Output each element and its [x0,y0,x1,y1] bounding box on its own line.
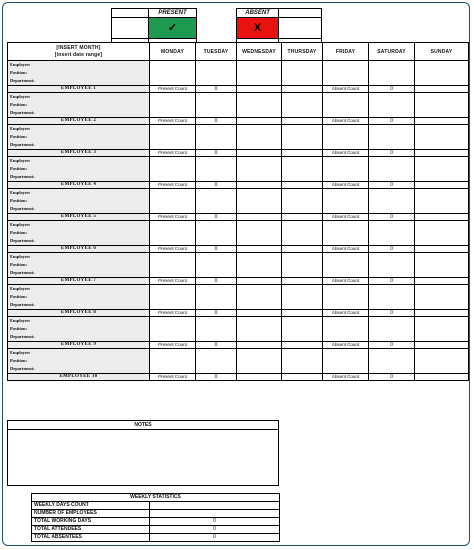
employee-row [8,125,469,150]
attendance-cell[interactable] [415,253,469,278]
absent-count-value: 0 [369,150,415,157]
info-label-employee: Employee: [10,62,31,67]
info-label-department: Department: [10,238,35,243]
present-count-label: Present Count [150,342,196,349]
employee-row [8,349,469,374]
absent-count-label: Absent Count [323,342,369,349]
employee-row [8,317,469,342]
present-count-value: 0 [196,182,237,189]
attendance-cell[interactable] [150,221,196,246]
employee-info[interactable] [8,285,150,310]
absent-count-value: 0 [369,374,415,381]
attendance-cell[interactable] [415,189,469,214]
info-label-department: Department: [10,174,35,179]
present-count-value: 0 [196,86,237,93]
attendance-cell[interactable] [237,189,282,214]
attendance-cell[interactable] [415,157,469,182]
employee-info[interactable] [8,157,150,182]
absent-count-value: 0 [369,214,415,221]
attendance-cell[interactable] [282,125,323,150]
employee-row [8,61,469,86]
attendance-cell[interactable] [369,285,415,310]
attendance-cell[interactable] [415,317,469,342]
employee-count-row [8,214,469,221]
info-label-employee: Employee: [10,94,31,99]
absent-count-value: 0 [369,278,415,285]
info-label-department: Department: [10,366,35,371]
attendance-cell[interactable] [323,125,369,150]
day-header: THURSDAY [282,43,323,61]
attendance-cell[interactable] [323,157,369,182]
attendance-cell[interactable] [150,189,196,214]
info-label-employee: Employee: [10,126,31,131]
attendance-cell[interactable] [237,93,282,118]
stats-label: NUMBER OF EMPLOYEES [32,510,150,518]
stats-value: 0 [150,534,280,542]
attendance-cell[interactable] [196,349,237,374]
day-header: SUNDAY [415,43,469,61]
attendance-cell[interactable] [369,221,415,246]
employee-count-row [8,278,469,285]
attendance-cell[interactable] [282,285,323,310]
present-count-label: Present Count [150,246,196,253]
info-label-position: Position: [10,198,28,203]
employee-name: EMPLOYEE 9 [8,342,150,349]
attendance-cell[interactable] [369,253,415,278]
present-count-label: Present Count [150,150,196,157]
present-count-value: 0 [196,310,237,317]
attendance-cell[interactable] [415,221,469,246]
present-count-value: 0 [196,246,237,253]
attendance-cell[interactable] [323,317,369,342]
stats-label: WEEKLY DAYS COUNT [32,502,150,510]
attendance-cell[interactable] [196,317,237,342]
stats-value[interactable] [150,502,280,510]
absent-count-value: 0 [369,342,415,349]
info-label-employee: Employee: [10,350,31,355]
absent-count-value: 0 [369,86,415,93]
day-header: TUESDAY [196,43,237,61]
day-header: WEDNESDAY [237,43,282,61]
employee-name: EMPLOYEE 2 [8,118,150,125]
attendance-cell[interactable] [369,61,415,86]
attendance-cell[interactable] [323,221,369,246]
employee-name: EMPLOYEE 5 [8,214,150,221]
attendance-cell[interactable] [369,317,415,342]
attendance-cell[interactable] [323,93,369,118]
attendance-cell[interactable] [150,349,196,374]
info-label-position: Position: [10,230,28,235]
absent-x-icon: X [237,18,279,39]
employee-row [8,189,469,214]
attendance-cell[interactable] [196,253,237,278]
present-count-value: 0 [196,278,237,285]
employee-info[interactable] [8,61,150,86]
attendance-cell[interactable] [196,221,237,246]
attendance-cell[interactable] [196,157,237,182]
employee-count-row [8,310,469,317]
stats-title: WEEKLY STATISTICS [32,494,280,502]
attendance-cell[interactable] [196,61,237,86]
info-label-department: Department: [10,334,35,339]
absent-count-value: 0 [369,310,415,317]
info-label-employee: Employee: [10,190,31,195]
attendance-cell[interactable] [282,157,323,182]
absent-count-label: Absent Count [323,374,369,381]
day-header: MONDAY [150,43,196,61]
employee-row [8,221,469,246]
attendance-cell[interactable] [369,125,415,150]
present-count-label: Present Count [150,182,196,189]
info-label-position: Position: [10,166,28,171]
employee-name: EMPLOYEE 1 [8,86,150,93]
attendance-cell[interactable] [369,157,415,182]
attendance-cell[interactable] [237,349,282,374]
employee-row [8,253,469,278]
present-count-value: 0 [196,150,237,157]
attendance-cell[interactable] [150,93,196,118]
attendance-cell[interactable] [196,125,237,150]
present-count-value: 0 [196,118,237,125]
employee-count-row [8,182,469,189]
attendance-cell[interactable] [323,285,369,310]
employee-info[interactable] [8,125,150,150]
absent-label: ABSENT [237,9,279,18]
info-label-employee: Employee: [10,222,31,227]
employee-count-row [8,150,469,157]
present-count-value: 0 [196,214,237,221]
present-count-label: Present Count [150,118,196,125]
employee-name: EMPLOYEE 10 [8,374,150,381]
info-label-department: Department: [10,110,35,115]
attendance-cell[interactable] [323,253,369,278]
attendance-cell[interactable] [369,189,415,214]
absent-count-label: Absent Count [323,278,369,285]
date-range-label: [insert date range] [54,51,103,58]
info-label-position: Position: [10,134,28,139]
info-label-employee: Employee: [10,158,31,163]
absent-count-value: 0 [369,182,415,189]
info-label-position: Position: [10,70,28,75]
present-count-value: 0 [196,342,237,349]
absent-count-label: Absent Count [323,150,369,157]
info-label-department: Department: [10,142,35,147]
attendance-cell[interactable] [196,93,237,118]
attendance-cell[interactable] [282,349,323,374]
info-label-position: Position: [10,102,28,107]
employee-info[interactable] [8,349,150,374]
stats-label: TOTAL WORKING DAYS [32,518,150,526]
attendance-cell[interactable] [237,157,282,182]
attendance-cell[interactable] [282,253,323,278]
attendance-cell[interactable] [237,221,282,246]
attendance-cell[interactable] [369,93,415,118]
employee-name: EMPLOYEE 8 [8,310,150,317]
stats-value: 0 [150,526,280,534]
absent-count-label: Absent Count [323,118,369,125]
employee-info[interactable] [8,189,150,214]
attendance-cell[interactable] [237,317,282,342]
attendance-cell[interactable] [323,61,369,86]
present-count-value: 0 [196,374,237,381]
present-count-label: Present Count [150,374,196,381]
notes-title: NOTES [8,421,278,430]
employee-count-row [8,374,469,381]
attendance-cell[interactable] [237,125,282,150]
attendance-cell[interactable] [150,285,196,310]
attendance-cell[interactable] [150,253,196,278]
attendance-cell[interactable] [282,317,323,342]
absent-count-label: Absent Count [323,246,369,253]
attendance-cell[interactable] [415,285,469,310]
employee-row [8,285,469,310]
attendance-cell[interactable] [415,61,469,86]
present-check-icon: ✓ [149,18,197,39]
attendance-cell[interactable] [282,93,323,118]
employee-row [8,157,469,182]
attendance-cell[interactable] [369,349,415,374]
attendance-cell[interactable] [282,189,323,214]
present-count-label: Present Count [150,310,196,317]
info-label-employee: Employee: [10,254,31,259]
employee-name: EMPLOYEE 4 [8,182,150,189]
attendance-cell[interactable] [150,61,196,86]
employee-row [8,93,469,118]
day-header: SATURDAY [369,43,415,61]
info-label-position: Position: [10,326,28,331]
employee-count-row [8,86,469,93]
attendance-cell[interactable] [150,317,196,342]
attendance-cell[interactable] [196,285,237,310]
absent-count-label: Absent Count [323,214,369,221]
employee-name: EMPLOYEE 3 [8,150,150,157]
info-label-department: Department: [10,270,35,275]
attendance-cell[interactable] [415,349,469,374]
absent-count-label: Absent Count [323,86,369,93]
info-label-employee: Employee: [10,286,31,291]
info-label-position: Position: [10,262,28,267]
employee-count-row [8,342,469,349]
attendance-cell[interactable] [196,189,237,214]
employee-info[interactable] [8,93,150,118]
attendance-cell[interactable] [323,189,369,214]
stats-label: TOTAL ATTENDEES [32,526,150,534]
employee-name: EMPLOYEE 6 [8,246,150,253]
attendance-cell[interactable] [237,285,282,310]
employee-info[interactable] [8,317,150,342]
stats-value: 0 [150,518,280,526]
attendance-cell[interactable] [237,61,282,86]
notes-box[interactable] [7,420,279,486]
info-label-department: Department: [10,206,35,211]
day-header: FRIDAY [323,43,369,61]
attendance-cell[interactable] [150,125,196,150]
attendance-cell[interactable] [282,221,323,246]
attendance-cell[interactable] [237,253,282,278]
info-label-position: Position: [10,294,28,299]
attendance-cell[interactable] [415,125,469,150]
present-label: PRESENT [149,9,197,18]
stats-label: TOTAL ABSENTEES [32,534,150,542]
absent-count-label: Absent Count [323,182,369,189]
attendance-cell[interactable] [282,61,323,86]
weekly-statistics [31,493,280,542]
attendance-cell[interactable] [323,349,369,374]
attendance-cell[interactable] [415,93,469,118]
month-header [8,43,150,61]
present-count-label: Present Count [150,86,196,93]
employee-info[interactable] [8,253,150,278]
present-count-label: Present Count [150,278,196,285]
info-label-department: Department: [10,78,35,83]
employee-info[interactable] [8,221,150,246]
absent-count-value: 0 [369,118,415,125]
employee-count-row [8,246,469,253]
present-count-label: Present Count [150,214,196,221]
attendance-grid [7,42,469,381]
info-label-position: Position: [10,358,28,363]
employee-name: EMPLOYEE 7 [8,278,150,285]
absent-count-label: Absent Count [323,310,369,317]
employee-count-row [8,118,469,125]
info-label-employee: Employee: [10,318,31,323]
stats-value[interactable] [150,510,280,518]
absent-count-value: 0 [369,246,415,253]
info-label-department: Department: [10,302,35,307]
month-label: [INSERT MONTH] [56,44,101,51]
attendance-cell[interactable] [150,157,196,182]
